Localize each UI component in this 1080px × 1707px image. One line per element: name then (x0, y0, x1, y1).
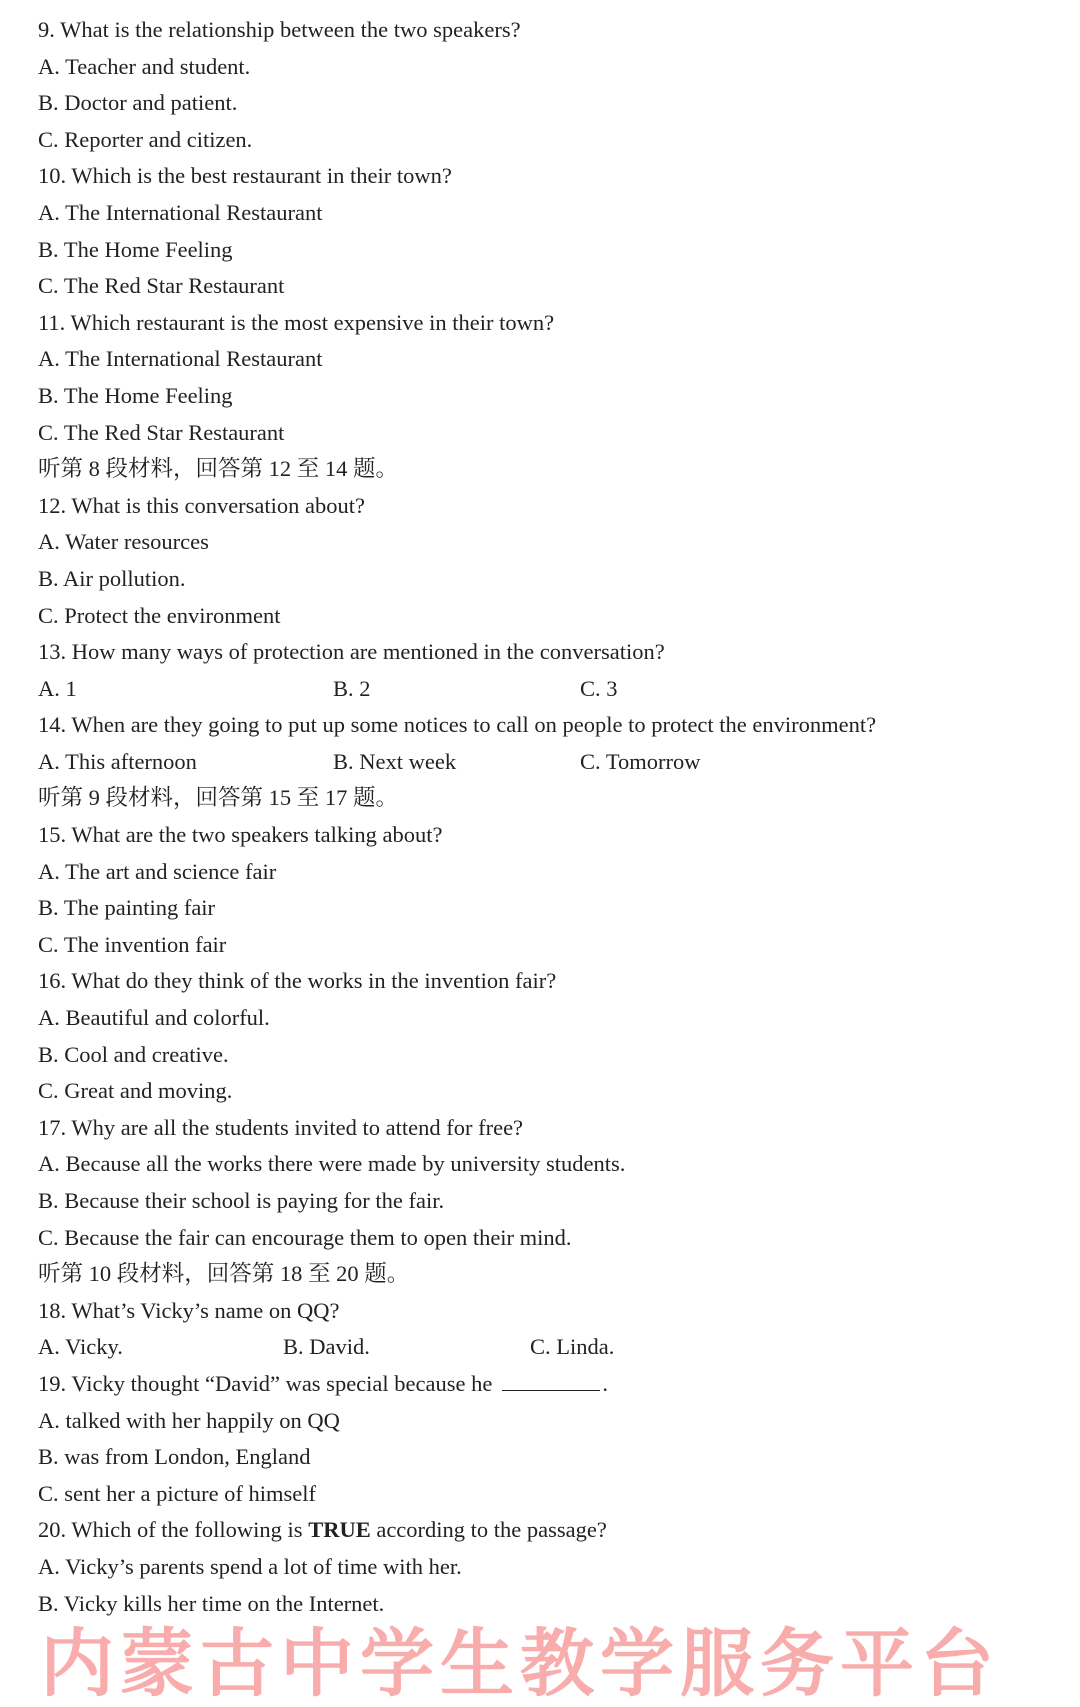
line-text: B. Because their school is paying for the fair. (38, 1188, 445, 1213)
line-text: C. Because the fair can encourage them to open their mind. (38, 1224, 572, 1250)
option: B. Next week (333, 748, 457, 774)
text-line (38, 1512, 1058, 1549)
line-text: B. Doctor and patient. (38, 90, 238, 116)
text-line (38, 1256, 1058, 1293)
text-line (38, 1110, 1058, 1147)
line-text: 18. What’s Vicky’s name on QQ? (38, 1297, 340, 1323)
line-text: C. Protect the environment (38, 602, 281, 628)
line-text: B. was from London, England (38, 1444, 311, 1470)
line-text: 听第 8 段材料，回答第 12 至 14 题。 (38, 456, 399, 482)
text-line (38, 232, 1058, 269)
text-line (38, 1000, 1058, 1037)
line-text: 9. What is the relationship between the two speakers? (38, 17, 521, 42)
line-text: B. Vicky kills her time on the Internet. (38, 1590, 385, 1616)
text-line (38, 671, 1058, 708)
line-text: A. The art and science fair (38, 858, 277, 884)
line-text: A. Teacher and student. (38, 53, 251, 79)
text-line (38, 158, 1058, 195)
text-line (38, 1073, 1058, 1110)
line-text: B. The Home Feeling (38, 382, 233, 408)
line-text: 12. What is this conversation about? (38, 492, 366, 518)
line-text: B. The Home Feeling (38, 236, 233, 262)
text-part: according to the passage? (370, 1517, 607, 1543)
line-text: 13. How many ways of protection are mentioned in the conversation? (38, 639, 665, 665)
text-line (38, 927, 1058, 964)
text-line (38, 561, 1058, 598)
line-text: 听第 9 段材料，回答第 15 至 17 题。 (38, 785, 399, 811)
text-line (38, 1183, 1058, 1220)
text-line (38, 268, 1058, 305)
text-line (38, 634, 1058, 671)
line-text: 10. Which is the best restaurant in their town? (38, 163, 452, 189)
text-line (38, 854, 1058, 891)
text-line (38, 488, 1058, 525)
line-text: 14. When are they going to put up some notices to call on people to protect the environment? (38, 712, 877, 738)
line-text: A. The International Restaurant (38, 346, 323, 372)
option: C. Linda. (530, 1334, 615, 1360)
line-text: C. The invention fair (38, 931, 227, 957)
text-line (38, 963, 1058, 1000)
line-text: B. Cool and creative. (38, 1041, 229, 1067)
line-text: C. The Red Star Restaurant (38, 273, 285, 299)
text-line (38, 415, 1058, 452)
line-text: 11. Which restaurant is the most expensive in their town? (38, 309, 555, 335)
text-line (38, 817, 1058, 854)
text-line (38, 1037, 1058, 1074)
text-line (38, 1439, 1058, 1476)
line-text: C. Great and moving. (38, 1078, 233, 1104)
option: A. This afternoon (38, 748, 197, 774)
text-line (38, 122, 1058, 159)
line-text: 听第 10 段材料，回答第 18 至 20 题。 (38, 1261, 410, 1287)
text-line (38, 341, 1058, 378)
line-text: A. Water resources (38, 529, 209, 555)
text-part: 20. Which of the following is (38, 1517, 309, 1543)
line-text: A. talked with her happily on QQ (38, 1407, 340, 1433)
line-text: A. The International Restaurant (38, 199, 323, 225)
text-line (38, 1366, 1058, 1403)
line-text: C. The Red Star Restaurant (38, 419, 285, 445)
line-text: B. The painting fair (38, 895, 216, 921)
text-line (38, 1293, 1058, 1330)
line-text: A. Vicky’s parents spend a lot of time with her. (38, 1553, 462, 1579)
text-line (38, 49, 1058, 86)
text-line (38, 378, 1058, 415)
line-text: 16. What do they think of the works in the invention fair? (38, 968, 557, 994)
exam-document (38, 12, 1058, 1622)
text-line (38, 1220, 1058, 1257)
text-line (38, 1146, 1058, 1183)
text-line (38, 305, 1058, 342)
line-text: C. Reporter and citizen. (38, 126, 253, 152)
answer-blank (502, 1368, 600, 1391)
line-text: 19. Vicky thought “David” was special because he (38, 1370, 493, 1396)
option: C. 3 (580, 675, 618, 701)
text-line (38, 1549, 1058, 1586)
text-line (38, 1403, 1058, 1440)
line-text: A. Beautiful and colorful. (38, 1005, 270, 1031)
text-line (38, 598, 1058, 635)
option: A. Vicky. (38, 1334, 123, 1360)
text-line (38, 12, 1058, 49)
punctuation: . (602, 1370, 608, 1396)
text-line (38, 744, 1058, 781)
text-line (38, 1476, 1058, 1513)
emphasis-text: TRUE (308, 1517, 371, 1543)
line-text: A. Because all the works there were made by university students. (38, 1151, 626, 1177)
line-text: 17. Why are all the students invited to attend for free? (38, 1114, 524, 1140)
text-line (38, 195, 1058, 232)
text-line (38, 707, 1058, 744)
option: B. 2 (333, 675, 371, 701)
option: A. 1 (38, 675, 77, 701)
text-line (38, 451, 1058, 488)
text-line (38, 780, 1058, 817)
watermark: 内蒙古中学生教学服务平台 (40, 1621, 1000, 1707)
text-line (38, 1586, 1058, 1623)
option: C. Tomorrow (580, 748, 701, 774)
text-line (38, 890, 1058, 927)
text-line (38, 1329, 1058, 1366)
line-text: 15. What are the two speakers talking about? (38, 822, 443, 848)
option: B. David. (283, 1334, 370, 1360)
line-text: C. sent her a picture of himself (38, 1480, 317, 1506)
text-line (38, 524, 1058, 561)
line-text: B. Air pollution. (38, 565, 186, 591)
text-line (38, 85, 1058, 122)
